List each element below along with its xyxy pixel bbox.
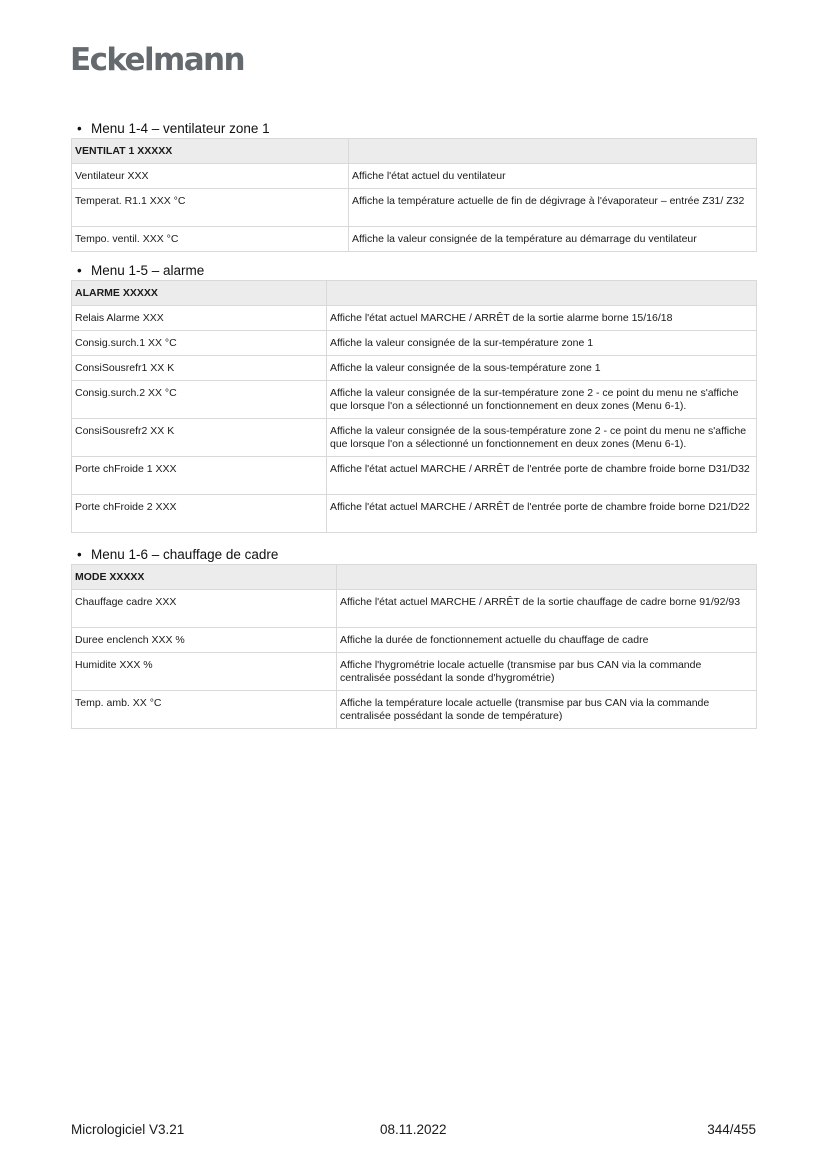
section-heading — [71, 262, 756, 280]
parameter-table — [71, 138, 757, 252]
param-cell: ConsiSousrefr1 XX K — [72, 356, 327, 381]
table-header-empty — [327, 281, 757, 306]
table-row — [72, 419, 757, 457]
section-heading — [71, 546, 756, 564]
param-cell: Consig.surch.2 XX °C — [72, 381, 327, 419]
table-header-cell: VENTILAT 1 XXXXX — [72, 139, 349, 164]
parameter-table — [71, 280, 757, 533]
section-menu-1-4 — [71, 120, 756, 252]
table-row — [72, 381, 757, 419]
desc-cell: Affiche l'état actuel MARCHE / ARRÊT de la sortie chauffage de cadre borne 91/92/93 — [337, 590, 757, 628]
table-header-row — [72, 281, 757, 306]
table-row — [72, 356, 757, 381]
parameter-table — [71, 564, 757, 729]
table-header-row — [72, 565, 757, 590]
table-row — [72, 590, 757, 628]
param-cell: Temperat. R1.1 XXX °C — [72, 189, 349, 227]
param-cell: Consig.surch.1 XX °C — [72, 331, 327, 356]
desc-cell: Affiche l'hygrométrie locale actuelle (transmise par bus CAN via la commande centralisée possédant la sonde d'hygrométrie) — [337, 653, 757, 691]
param-cell: Temp. amb. XX °C — [72, 691, 337, 729]
desc-cell: Affiche la valeur consignée de la sous-température zone 2 - ce point du menu ne s'affiche que lorsque l'on a sélectionné un fonctionnement en deux zones (Menu 6-1). — [327, 419, 757, 457]
table-header-empty — [337, 565, 757, 590]
table-row — [72, 227, 757, 252]
section-menu-1-5 — [71, 262, 756, 533]
param-cell: Chauffage cadre XXX — [72, 590, 337, 628]
table-header-empty — [349, 139, 757, 164]
param-cell: Humidite XXX % — [72, 653, 337, 691]
desc-cell: Affiche l'état actuel MARCHE / ARRÊT de l'entrée porte de chambre froide borne D21/D22 — [327, 495, 757, 533]
param-cell: Relais Alarme XXX — [72, 306, 327, 331]
bullet-icon: • — [77, 263, 82, 278]
table-row — [72, 306, 757, 331]
heading-text: Menu 1-4 – ventilateur zone 1 — [91, 121, 270, 136]
desc-cell: Affiche la température actuelle de fin de dégivrage à l'évaporateur – entrée Z31/ Z32 — [349, 189, 757, 227]
footer-date: 08.11.2022 — [380, 1122, 447, 1137]
desc-cell: Affiche la valeur consignée de la sous-température zone 1 — [327, 356, 757, 381]
desc-cell: Affiche l'état actuel MARCHE / ARRÊT de l'entrée porte de chambre froide borne D31/D32 — [327, 457, 757, 495]
desc-cell: Affiche l'état actuel MARCHE / ARRÊT de la sortie alarme borne 15/16/18 — [327, 306, 757, 331]
param-cell: Ventilateur XXX — [72, 164, 349, 189]
param-cell: Porte chFroide 1 XXX — [72, 457, 327, 495]
table-row — [72, 495, 757, 533]
footer-version: Micrologiciel V3.21 — [71, 1122, 185, 1137]
table-row — [72, 691, 757, 729]
bullet-icon: • — [77, 121, 82, 136]
section-heading — [71, 120, 756, 138]
param-cell: Tempo. ventil. XXX °C — [72, 227, 349, 252]
desc-cell: Affiche la température locale actuelle (transmise par bus CAN via la commande centralisée possédant la sonde de température) — [337, 691, 757, 729]
param-cell: Porte chFroide 2 XXX — [72, 495, 327, 533]
desc-cell: Affiche la valeur consignée de la sur-température zone 1 — [327, 331, 757, 356]
table-row — [72, 164, 757, 189]
desc-cell: Affiche la valeur consignée de la température au démarrage du ventilateur — [349, 227, 757, 252]
table-header-cell: MODE XXXXX — [72, 565, 337, 590]
desc-cell: Affiche la valeur consignée de la sur-température zone 2 - ce point du menu ne s'affiche que lorsque l'on a sélectionné un fonctionnement en deux zones (Menu 6-1). — [327, 381, 757, 419]
eckelmann-logo: Eckelmann — [70, 42, 244, 78]
table-row — [72, 653, 757, 691]
heading-text: Menu 1-6 – chauffage de cadre — [91, 547, 279, 562]
table-row — [72, 457, 757, 495]
param-cell: ConsiSousrefr2 XX K — [72, 419, 327, 457]
heading-text: Menu 1-5 – alarme — [91, 263, 205, 278]
desc-cell: Affiche l'état actuel du ventilateur — [349, 164, 757, 189]
section-menu-1-6 — [71, 546, 756, 729]
table-header-cell: ALARME XXXXX — [72, 281, 327, 306]
param-cell: Duree enclench XXX % — [72, 628, 337, 653]
bullet-icon: • — [77, 547, 82, 562]
table-header-row — [72, 139, 757, 164]
table-row — [72, 628, 757, 653]
table-row — [72, 331, 757, 356]
footer-page-number: 344/455 — [707, 1122, 756, 1137]
desc-cell: Affiche la durée de fonctionnement actuelle du chauffage de cadre — [337, 628, 757, 653]
table-row — [72, 189, 757, 227]
